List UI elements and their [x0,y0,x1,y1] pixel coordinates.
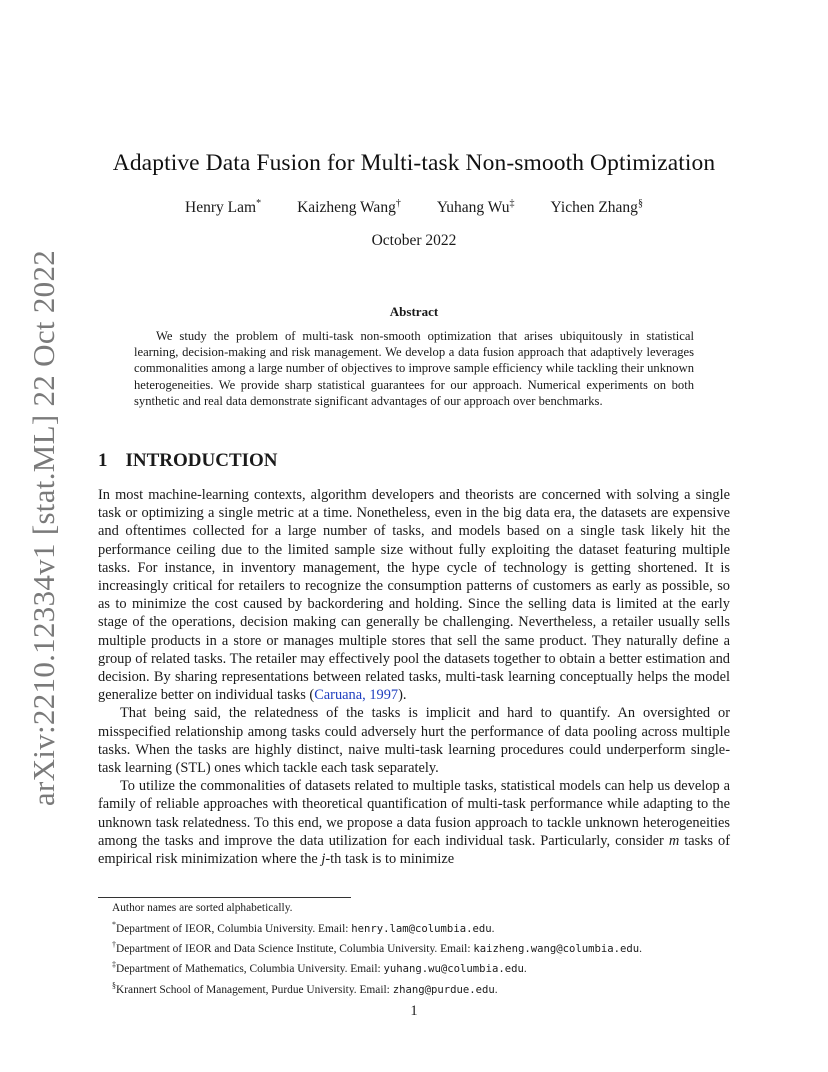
footnote-mark: † [112,939,116,949]
author-name: Yichen Zhang [550,199,638,217]
footnote-mark: * [112,919,116,929]
paper-title: Adaptive Data Fusion for Multi-task Non-smooth Optimization [112,150,716,176]
section-title: INTRODUCTION [125,450,278,471]
author-mark: § [637,198,643,209]
author-name: Henry Lam [185,199,257,217]
author-list [0,198,828,217]
author-mark: ‡ [509,198,515,209]
footnote-end: . [494,983,498,996]
math-j: j [321,851,326,868]
author-3 [437,198,515,217]
page-number: 1 [410,1003,418,1019]
footnote-mark: ‡ [112,960,116,970]
footnote-4 [112,978,642,998]
section-heading [98,450,278,472]
footnote-end: . [491,922,495,935]
introduction-body [98,486,730,868]
section-number: 1 [98,450,108,471]
abstract-heading: Abstract [389,304,439,319]
paragraph-text: In most machine-learning contexts, algorithm developers and theorists are concerned with solving a single task or optimizing a single metric at a time. Nonetheless, even in the big data era, the datasets are expensive and oftentimes collected for a large number of tasks, and models based on a single task likely hit the performance ceiling due to the limited sample size without fully exploiting the dataset featuring multiple tasks. For instance, in inventory management, the hype cycle of technology is getting shortened. It is increasingly critical for retailers to recognize the consumption patterns of customers as early as possible, so as to minimize the cost caused by backordering and holding. Since the selling data is limited at the early stage of the operations, decision making can generally be challenging. Nevertheless, a retailer usually sells multiple products in a store or manages multiple stores that sell the same product. They naturally define a group of related tasks. The retailer may effectively pool the datasets together to obtain a better estimation and decision. By sharing representations between related tasks, multi-task learning conceptually helps the model generalize better on individual tasks ( [98,487,730,704]
footnote-email: henry.lam@columbia.edu [351,922,492,935]
footnote-2 [112,937,642,957]
paragraph-2: That being said, the relatedness of the tasks is implicit and hard to quantify. An oversighted or misspecified relationship among tasks could adversely hurt the performance of data pooling across multiple tasks. When the tasks are highly distinct, naive multi-task learning procedures could underperform single-task learning (STL) ones which tackle each task separately. [98,705,730,777]
author-name: Yuhang Wu [436,199,510,217]
footnote-note: Author names are sorted alphabetically. [112,902,293,914]
abstract-text: We study the problem of multi-task non-smooth optimization that arises ubiquitously in statistical learning, decision-making and risk management. We develop a data fusion approach that adaptively leverages commonalities among a large number of objectives to improve sample efficiency while tackling their unknown heterogeneities. We provide sharp statistical guarantees for our approach. Numerical experiments on both synthetic and real data demonstrate significant advantages of our approach over benchmarks. [134,329,694,408]
paper-date: October 2022 [371,232,457,249]
paragraph-text: -th task is to minimize [325,851,455,868]
paragraph-text: To utilize the commonalities of datasets related to multiple tasks, statistical models can help us develop a family of reliable approaches with theoretical quantification of multi-task performance while adapting to the unknown task relatedness. To this end, we propose a data fusion approach to tackle unknown heterogeneities among the tasks and improve the data utilization for each individual task. Particularly, consider [98,778,730,849]
math-m: m [668,832,680,849]
paragraph-1 [98,486,730,704]
footnote-3 [112,957,642,977]
author-mark: † [395,198,401,209]
citation-link[interactable]: Caruana, 1997 [314,687,399,704]
footnote-1 [112,917,642,937]
author-mark: * [256,198,262,209]
footnote-mark: § [112,980,116,990]
paragraph-text: tasks of empirical risk minimization where the [98,832,730,868]
paragraph-3 [98,777,730,868]
footnote-text: Department of IEOR and Data Science Institute, Columbia University. Email: [116,942,474,955]
author-name: Kaizheng Wang [297,199,396,217]
author-2 [297,198,401,217]
footnote-email: yuhang.wu@columbia.edu [383,963,524,976]
author-4 [551,198,643,217]
footnotes [112,901,642,998]
footnote-text: Krannert School of Management, Purdue University. Email: [116,983,393,996]
footnote-end: . [639,942,643,955]
footnote-email: kaizheng.wang@columbia.edu [473,942,640,955]
footnote-email: zhang@purdue.edu [392,983,495,996]
author-1 [185,198,261,217]
footnote-rule [98,897,351,898]
footnote-text: Department of Mathematics, Columbia University. Email: [116,963,384,976]
arxiv-stamp: arXiv:2210.12334v1 [stat.ML] 22 Oct 2022 [26,249,61,807]
footnote-text: Department of IEOR, Columbia University. Email: [116,922,352,935]
paragraph-text: ). [398,687,407,704]
footnote-end: . [523,963,527,976]
